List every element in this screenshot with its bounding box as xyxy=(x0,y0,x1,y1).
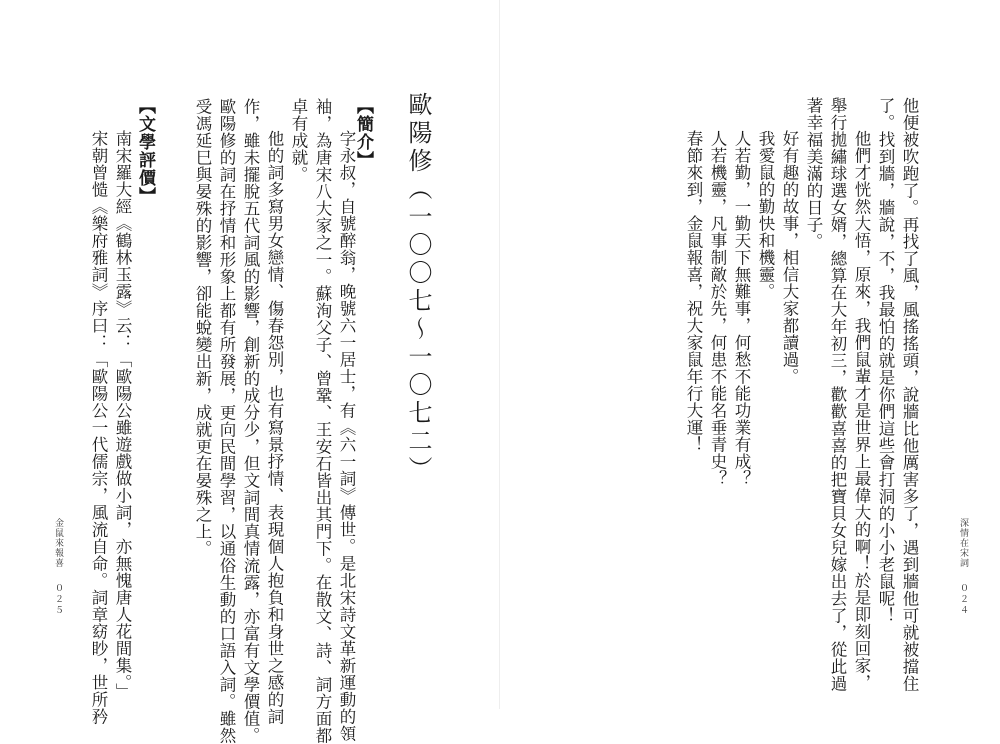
text-column: 春節來到，金鼠報喜，祝大家鼠年行大運！ xyxy=(684,130,703,453)
text-column: 受馮延巳與晏殊的影響，卻能蛻變出新，成就更在晏殊之上。 xyxy=(193,98,212,557)
text-column: 好有趣的故事，相信大家都讀過。 xyxy=(780,130,799,385)
text-column: 舉行拋繡球選女婿，總算在大年初三，歡歡喜喜的把寶貝女兒嫁出去了，從此過 xyxy=(828,97,847,692)
text-column: 卓有成就。 xyxy=(289,98,308,183)
right-page xyxy=(500,0,1000,709)
text-column: 著幸福美滿的日子。 xyxy=(804,97,823,250)
text-column: 歐陽修的詞在抒情和形象上都有所發展，更向民間學習，以通俗生動的口語入詞。雖然 xyxy=(217,98,236,744)
text-column: 作，雖未擺脫五代詞風的影響，創新的成分少，但文詞間真情流露，亦富有文學價值。 xyxy=(241,98,260,744)
running-head: 深情在宋詞 xyxy=(958,518,968,568)
text-column: 他便被吹跑了。再找了風，風搖搖頭，說牆比他厲害多了，遇到牆他可就被擋住 xyxy=(900,97,919,692)
text-column: 南宋羅大經《鶴林玉露》云：「歐陽公雖遊戲做小詞，亦無愧唐人花間集。」 xyxy=(113,130,132,700)
text-column: 他們才恍然大悟，原來，我們鼠輩才是世界上最偉大的啊！於是即刻回家， xyxy=(852,130,871,691)
text-column: 人若勤，一勤天下無難事，何愁不能功業有成？ xyxy=(732,130,751,487)
text-column: 他的詞多寫男女戀情、傷春怨別，也有寫景抒情、表現個人抱負和身世之感的詞 xyxy=(265,130,284,725)
text-column: 袖，為唐宋八大家之一。蘇洵父子、曾鞏、王安石皆出其門下。在散文、詩、詞方面都 xyxy=(313,98,332,744)
text-column: 我愛鼠的勤快和機靈。 xyxy=(756,130,775,300)
running-head: 金鼠來報喜 xyxy=(53,518,63,568)
text-column: 字永叔，自號醉翁，晚號六一居士，有《六一詞》傳世。是北宋詩文革新運動的領 xyxy=(337,130,356,742)
text-column: 了。找到牆，牆說，不，我最怕的就是你們這些會打洞的小小老鼠呢！ xyxy=(876,97,895,624)
page-number: ０２４ xyxy=(958,583,968,616)
text-column: 宋朝曾慥《樂府雅詞》序曰：「歐陽公一代儒宗，風流自命。詞章窈眇，世所矜 xyxy=(89,130,108,725)
author-title: 歐陽修（一〇〇七～一〇七二） xyxy=(404,92,432,484)
page-number: ０２５ xyxy=(53,583,63,616)
review-section-header: 【文學評價】 xyxy=(135,97,155,205)
text-column: 人若機靈，凡事制敵於先，何患不能名垂青史？ xyxy=(708,130,727,487)
intro-section-header: 【簡介】 xyxy=(353,97,373,169)
